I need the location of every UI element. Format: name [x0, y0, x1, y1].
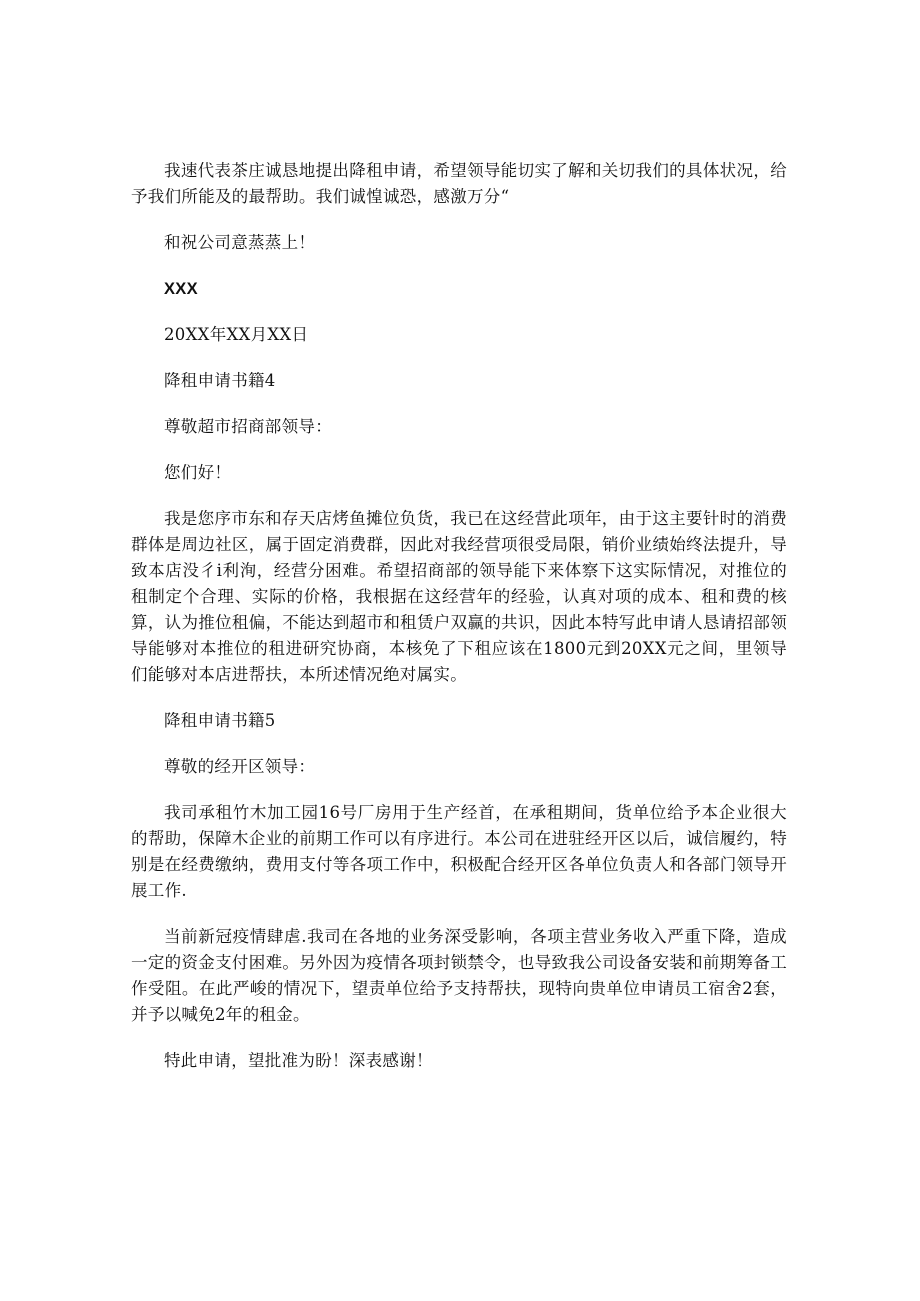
- salutation-4: 尊敬超市招商部领导：: [164, 417, 332, 436]
- section-heading-4: 降租申请书籍4: [164, 371, 276, 390]
- letter-body: [131, 158, 787, 1094]
- signature-name: XXX: [164, 280, 198, 298]
- signature-date: 20XX年XX月XX日: [164, 325, 309, 344]
- closing-paragraph: 我速代表茶庄诚恳地提出降租申请，希望领导能切实了解和关切我们的具体状况，给予我们所能及的最帮助。我们诚惶诚恐，感激万分“: [131, 161, 787, 206]
- salutation-5: 尊敬的经开区领导：: [164, 757, 316, 776]
- body-paragraph-5b: 当前新冠疫情肆虐.我司在各地的业务深受影响，各项主营业务收入严重下降，造成一定的资金支付困难。另外因为疫情各项封锁禁令，也导致我公司设备安装和前期筹备工作受阻。在此严峻的情况下，望责单位给予支持帮扶，现特向贵单位申请员工宿舍2套，并予以喊免2年的租金。: [131, 927, 787, 1024]
- body-paragraph-4: 我是您序市东和存天店烤鱼摊位负货，我已在这经营此项年，由于这主要针时的消费群体是周边社区，属于固定消费群，因此对我经营项很受局限，销价业绩始终法提升，导致本店没彳i利洵，经营分困难。希望招商部的领导能下来体察下这实际情况，对推位的租制定个合理、实际的价格，我根据在这经营年的经验，认真对项的成本、租和费的核算，认为推位租偏，不能达到超市和租赁户双赢的共识，因此本特写此申请人恳请招部领导能够对本推位的租进研究协商，本核免了下租应该在1800元到20XX元之间，里领导们能够对本店进帮扶，本所述情况绝对属实。: [131, 509, 787, 684]
- section-heading-5: 降租申请书籍5: [164, 711, 276, 730]
- closing-wish: 和祝公司意蒸蒸上！: [164, 233, 316, 252]
- greeting-4: 您们好！: [164, 463, 232, 482]
- closing-request-5: 特此申请，望批准为盼！深表感谢！: [164, 1051, 433, 1070]
- body-paragraph-5a: 我司承租竹木加工园16号厂房用于生产经首，在承租期间，货单位给予本企业很大的帮助，保障木企业的前期工作可以有序进行。本公司在进驻经开区以后，诚信履约，特别是在经费缴纳，费用支付等各项工作中，积极配合经开区各单位负责人和各部门领导开展工作.: [131, 803, 787, 900]
